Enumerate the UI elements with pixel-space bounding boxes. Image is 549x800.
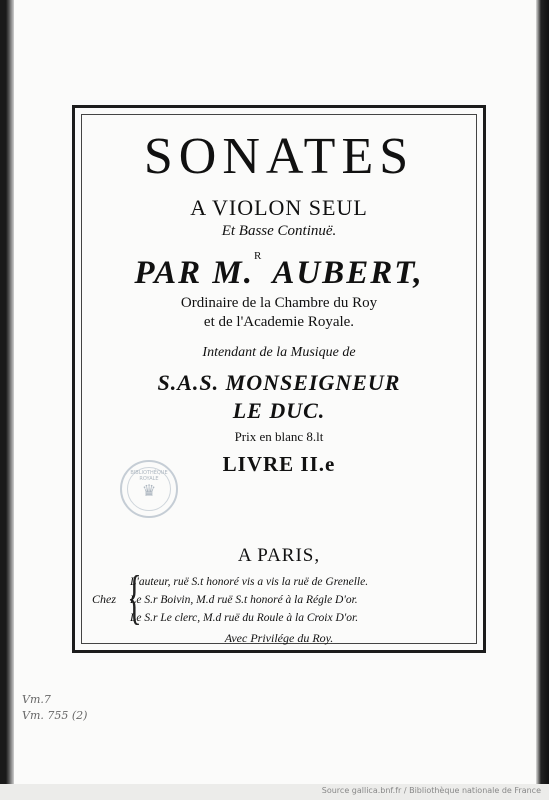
ordinaire-line-1: Ordinaire de la Chambre du Roy xyxy=(180,295,378,311)
author-line xyxy=(82,250,476,292)
page-right-edge xyxy=(536,0,549,784)
paris-line: A PARIS, xyxy=(237,545,321,566)
author-name: AUBERT, xyxy=(272,255,424,291)
shelf-mark-2: Vm. 755 (2) xyxy=(22,709,88,722)
book-number: LIVRE II.e xyxy=(222,452,336,476)
privilege-line: Avec Privilége du Roy. xyxy=(224,631,334,645)
address-line: Le S.r Boivin, M.d ruë S.t honoré à la Régle D'or. xyxy=(130,594,358,606)
address-line: Le S.r Le clerc, M.d ruë du Roule à la Croix D'or. xyxy=(130,612,359,624)
shelf-mark-1: Vm.7 xyxy=(22,693,51,706)
monseigneur-line: S.A.S. MONSEIGNEUR xyxy=(157,370,401,395)
subtitle-violon: A VIOLON SEUL xyxy=(190,195,368,220)
author-prefix: PAR M. xyxy=(134,255,254,291)
title-frame xyxy=(72,105,486,653)
crown-icon: ♛ xyxy=(141,481,157,500)
title-frame-inner xyxy=(81,114,477,644)
main-title: SONATES xyxy=(143,128,415,185)
ordinaire-line-2: et de l'Academie Royale. xyxy=(203,314,355,330)
chez-label: Chez xyxy=(92,592,116,606)
book-binding-edge xyxy=(0,0,14,784)
address-line: L'auteur, ruë S.t honoré vis a vis la ruë de Grenelle. xyxy=(130,576,369,588)
le-duc-line: LE DUC. xyxy=(232,398,326,423)
price-line: Prix en blanc 8.lt xyxy=(234,429,324,444)
library-stamp xyxy=(120,460,178,518)
subtitle-basse: Et Basse Continuë. xyxy=(221,223,337,239)
source-credit: Source gallica.bnf.fr / Bibliothèque nationale de France xyxy=(321,786,541,795)
author-superscript: R xyxy=(253,250,264,262)
brace-icon: { xyxy=(127,564,142,630)
stamp-text: BIBLIOTHÈQUE ROYALE xyxy=(130,470,168,482)
intendant-line: Intendant de la Musique de xyxy=(202,345,356,360)
